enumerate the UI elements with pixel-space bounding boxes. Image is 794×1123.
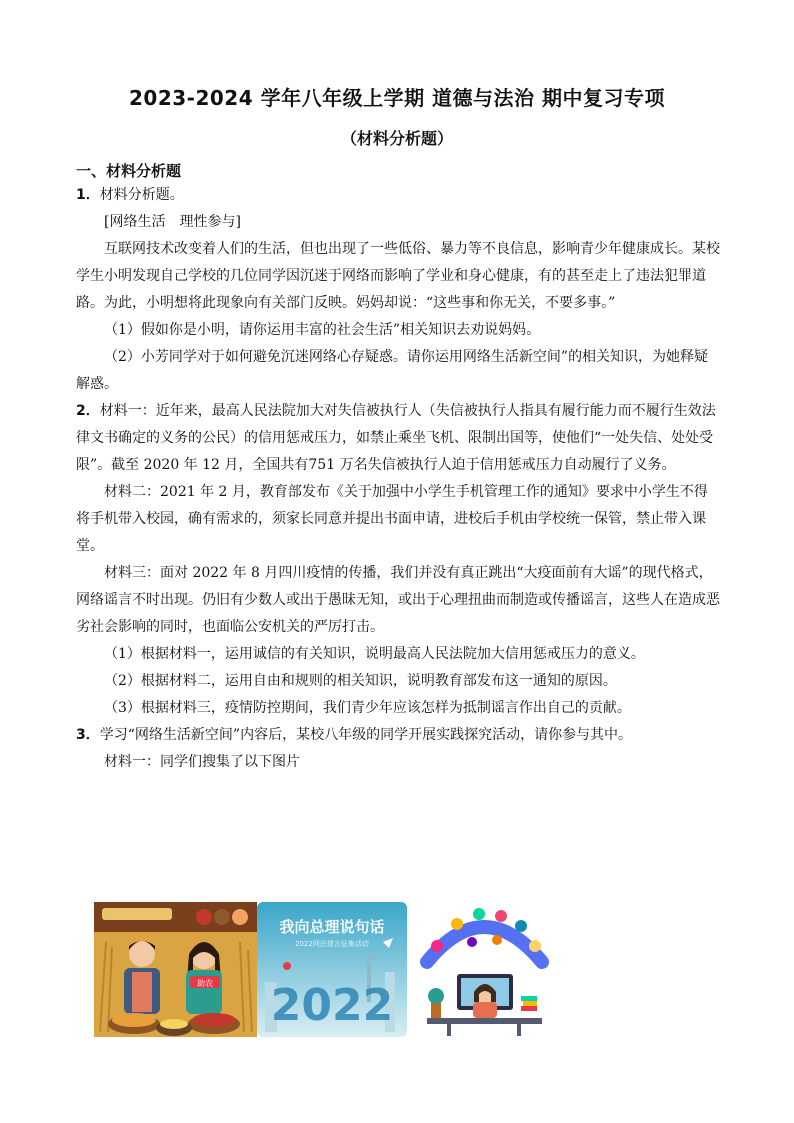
question-2-sub-1: （1）根据材料一，运用诚信的有关知识，说明最高人民法院加大信用惩戒压力的意义。 (104, 646, 645, 662)
farmer-livestream-image (94, 902, 257, 1037)
question-1-paragraph: 互联网技术改变着人们的生活，但也出现了一些低俗、暴力等不良信息，影响青少年健康成长。某校学生小明发现自己学校的几位同学因沉迷于网络而影响了学业和身心健康，有的甚至走上了违法犯罪道路。为此，小明想将此现象向有关部门反映。妈妈却说：“这些事和你无关，不要多事。” (76, 241, 720, 311)
question-2-sub-3: （3）根据材料三，疫情防控期间，我们青少年应该怎样为抵制谣言作出自己的贡献。 (104, 700, 631, 716)
question-1-sub-1: （1）假如你是小明，请你运用丰富的社会生活”相关知识去劝说妈妈。 (104, 322, 541, 338)
question-1-sub-2: （2）小芳同学对于如何避免沉迷网络心存疑惑。请你运用网络生活新空间”的相关知识，为她释疑解惑。 (76, 349, 709, 392)
question-2-sub-2: （2）根据材料二，运用自由和规则的相关知识，说明教育部发布这一通知的原因。 (104, 673, 617, 689)
premier-image-year: 2022 (270, 980, 394, 1031)
question-2-material-1 (76, 398, 721, 479)
question-3-text: 学习“网络生活新空间”内容后，某校八年级的同学开展实践探究活动，请你参与其中。 (99, 727, 633, 743)
premier-image-title: 我向总理说句话 (279, 918, 385, 936)
question-2-material-2: 材料二：2021 年 2 月，教育部发布《关于加强中小学生手机管理工作的通知》要求中小学生不得将手机带入校园，确有需求的，须家长同意并提出书面申请，进校后手机由学校统一保管，禁止带入课堂。 (76, 484, 708, 554)
question-1-text: 材料分析题。 (99, 187, 184, 203)
question-2-material-3: 材料三：面对 2022 年 8 月四川疫情的传播，我们并没有真正跳出“大疫面前有大谣”的现代格式，网络谣言不时出现。仍旧有少数人或出于愚昧无知，或出于心理扭曲而制造或传播谣言，这些人在造成恶劣社会影响的同时，也面临公安机关的严厉打击。 (76, 565, 720, 635)
page-subtitle: （材料分析题） (340, 129, 453, 148)
page-title: 2023-2024 学年八年级上学期 道德与法治 期中复习专项 (128, 86, 666, 110)
question-1-number: 1． (76, 187, 100, 203)
question-1-tag: [网络生活 理性参与] (104, 214, 241, 230)
question-content (76, 182, 721, 776)
question-2-material-1-text: 材料一：近年来，最高人民法院加大对失信被执行人（失信被执行人指具有履行能力而不履行生效法律文书确定的义务的公民）的信用惩戒压力，如禁止乘坐飞机、限制出国等，使他们“一处失信、处处受限”。截至 2020 年 12 月，全国共有751 万名失信被执行人迫于信用惩戒压力自动履行了义务。 (76, 403, 716, 473)
premier-message-image (257, 902, 407, 1037)
question-3-material-1: 材料一：同学们搜集了以下图片 (104, 754, 300, 770)
online-learning-image (417, 902, 552, 1037)
section-heading: 一、材料分析题 (76, 162, 182, 180)
question-1-heading (76, 182, 721, 209)
question-3-number: 3． (76, 727, 100, 743)
question-3-heading (76, 722, 721, 749)
material-images (94, 902, 554, 1037)
premier-image-subtitle: 2022网民建言征集活动 (295, 940, 369, 948)
question-2-number: 2． (76, 403, 100, 419)
farmer-sign-text: 助农 (197, 979, 213, 988)
